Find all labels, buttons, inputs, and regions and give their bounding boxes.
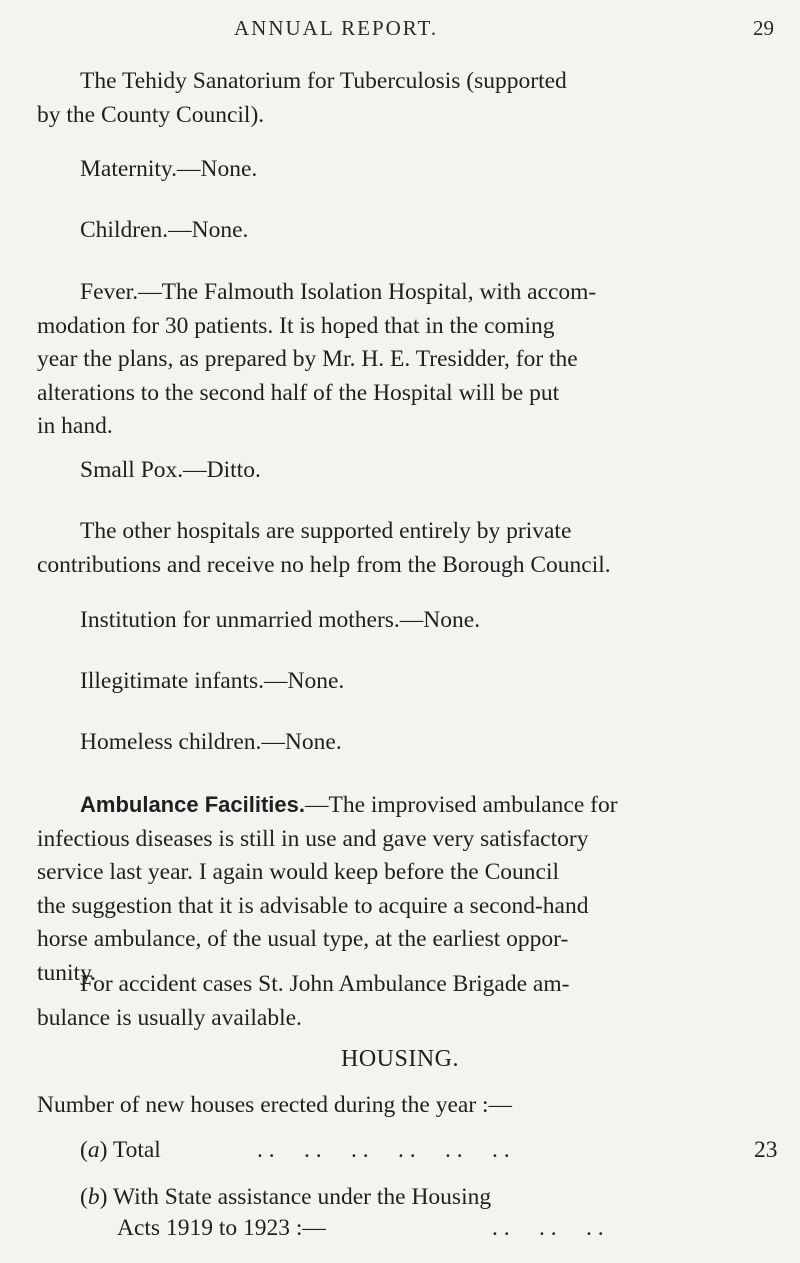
text-line: tunity.: [37, 959, 97, 986]
text-line: service last year. I again would keep before the Council: [37, 859, 560, 885]
section-heading-ambulance: Ambulance Facilities.: [80, 792, 305, 817]
text-line: contributions and receive no help from the Borough Council.: [37, 551, 611, 578]
dot-leaders: . . . . . .: [492, 1215, 604, 1241]
paragraph-illegitimate: [37, 665, 757, 699]
item-label: [80, 1181, 491, 1215]
text-line: by the County Council).: [37, 101, 265, 128]
item-text: With State assistance under the Housing: [112, 1184, 492, 1210]
text-line: the suggestion that it is advisable to acquire a second-hand: [37, 892, 589, 919]
text-line: Institution for unmarried mothers.—None.: [80, 607, 481, 633]
item-marker-letter: b: [87, 1184, 100, 1210]
item-text: Total: [112, 1137, 161, 1163]
paragraph-children: [37, 214, 757, 248]
text-line: Small Pox.—Ditto.: [80, 457, 261, 483]
page-number: 29: [753, 16, 774, 40]
text-line: Maternity.—None.: [80, 156, 258, 182]
item-label: [80, 1134, 161, 1168]
text-line: modation for 30 patients. It is hoped that in the coming: [37, 312, 555, 339]
text-line: The other hospitals are supported entirely by private: [80, 518, 572, 544]
item-value: 23: [754, 1137, 778, 1163]
text-line: Illegitimate infants.—None.: [80, 668, 345, 694]
text-fragment: —The improvised ambulance for: [304, 792, 618, 818]
text-line: Homeless children.—None.: [80, 729, 342, 755]
paragraph-homeless: [37, 726, 757, 760]
text-line: horse ambulance, of the usual type, at the earliest oppor-: [37, 926, 569, 952]
text-line: Fever.—The Falmouth Isolation Hospital, with accom-: [80, 279, 597, 305]
text-line: Children.—None.: [80, 217, 249, 243]
text-line: in hand.: [37, 413, 113, 439]
text-line: [37, 788, 757, 823]
item-marker: (b): [80, 1184, 108, 1210]
paragraph-fever: [37, 276, 757, 444]
item-text: Acts 1919 to 1923 :—: [117, 1215, 326, 1241]
text-line: infectious diseases is still in use and gave very satisfactory: [37, 825, 589, 852]
paragraph-ambulance: [37, 788, 757, 990]
text-line: For accident cases St. John Ambulance Brigade am-: [80, 971, 570, 997]
item-marker: (a): [80, 1137, 108, 1163]
paragraph-maternity: [37, 153, 757, 187]
text-line: alterations to the second half of the Hospital will be put: [37, 379, 560, 406]
paragraph-tehidy: [37, 65, 757, 132]
text-line: The Tehidy Sanatorium for Tuberculosis (supported: [80, 68, 567, 94]
text-line: year the plans, as prepared by Mr. H. E. Tresidder, for the: [37, 346, 578, 372]
running-head: ANNUAL REPORT.: [234, 16, 439, 40]
section-title-housing: HOUSING.: [341, 1046, 459, 1072]
text-line: bulance is usually available.: [37, 1004, 302, 1031]
paragraph-accident: [37, 968, 757, 1035]
paragraph-small-pox: [37, 454, 757, 488]
text-line: Number of new houses erected during the year :—: [37, 1092, 513, 1118]
item-marker-letter: a: [87, 1137, 100, 1163]
dot-leaders: . . . . . . . . . . . .: [257, 1137, 510, 1163]
housing-intro: [37, 1089, 797, 1123]
paragraph-institution: [37, 604, 757, 638]
paragraph-other-hospitals: [37, 515, 757, 582]
